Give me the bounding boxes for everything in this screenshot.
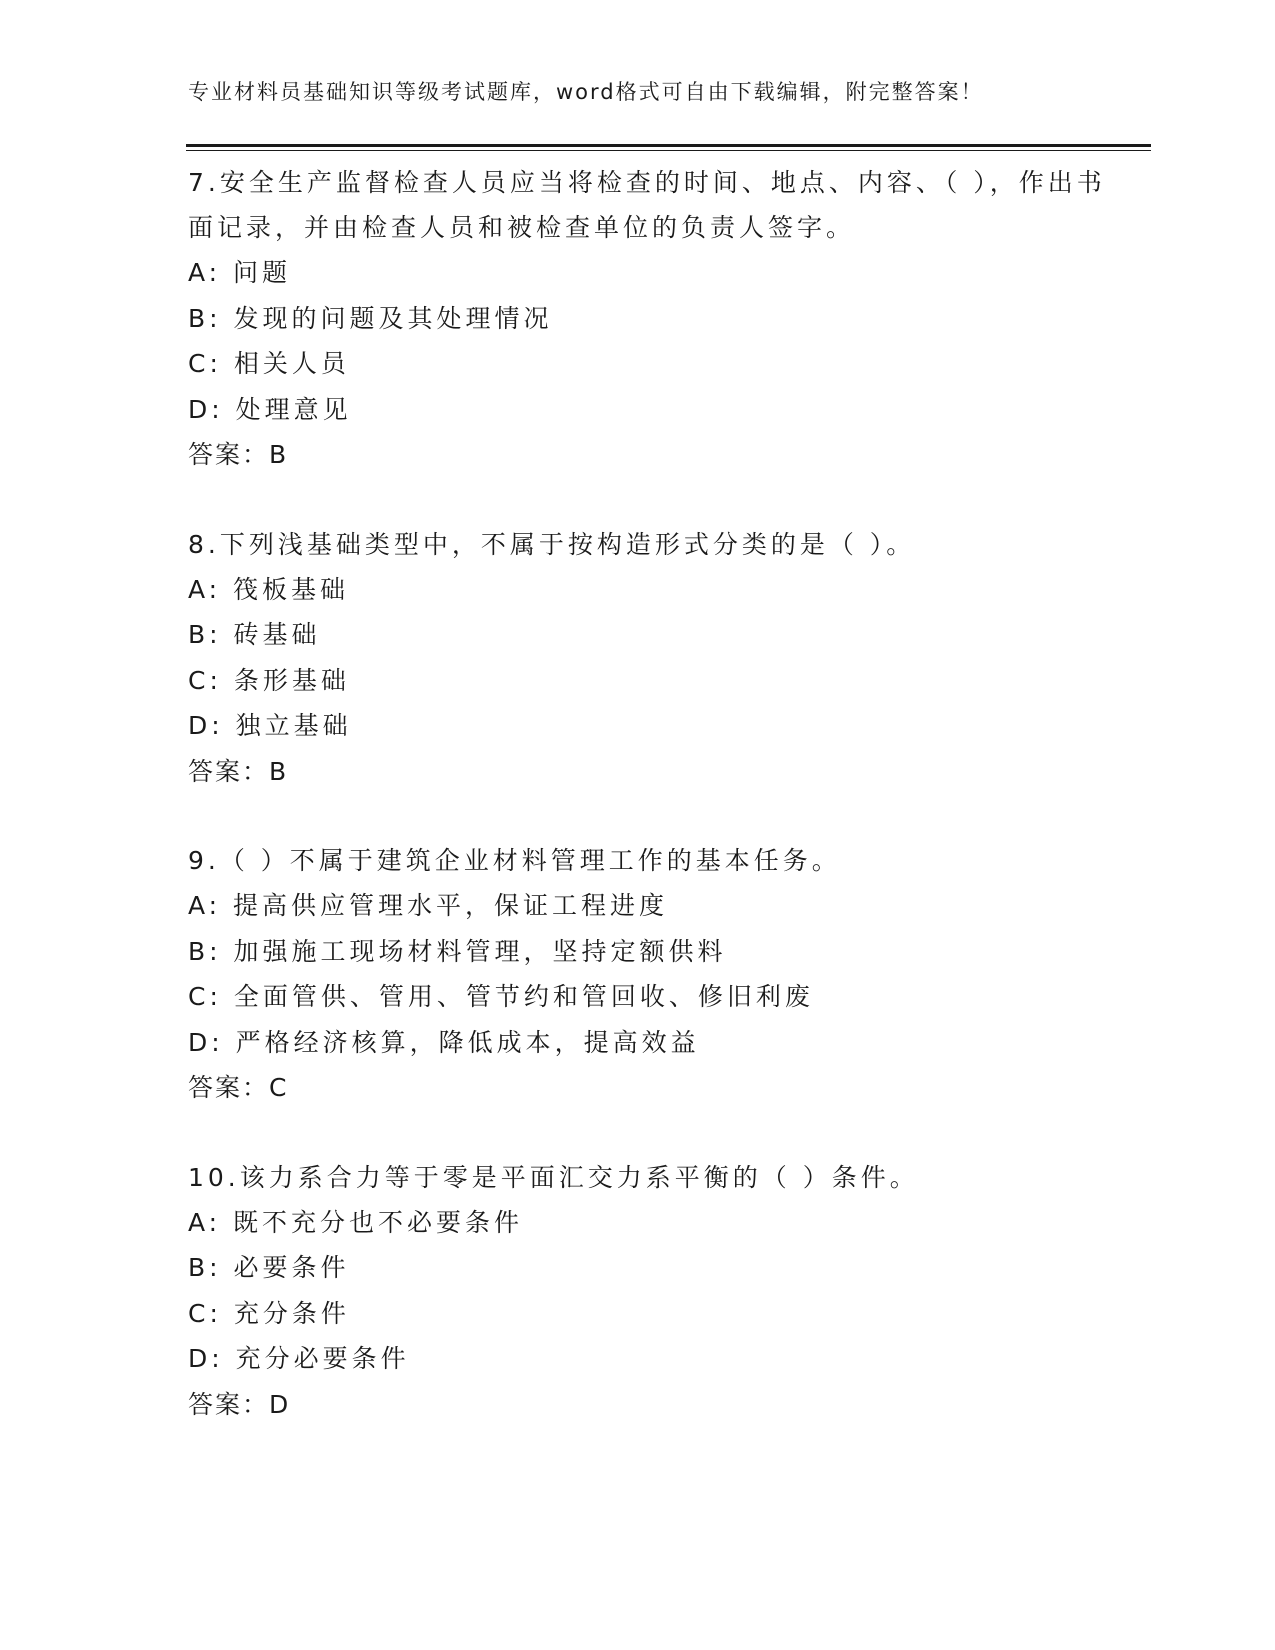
option-d: D: 处理意见 [188, 394, 352, 424]
question-stem: 7.安全生产监督检查人员应当将检查的时间、地点、内容、（ ），作出书面记录，并由检查人员和被检查单位的负责人签字。 [188, 168, 1106, 242]
option-d: D: 严格经济核算，降低成本，提高效益 [188, 1027, 700, 1057]
option-b: B: 砖基础 [188, 620, 321, 649]
answer: 答案：B [188, 440, 289, 469]
question-stem: 8.下列浅基础类型中，不属于按构造形式分类的是（ ）。 [188, 529, 916, 559]
option-c: C: 全面管供、管用、管节约和管回收、修旧利废 [188, 982, 814, 1011]
header-divider-thin [186, 150, 1151, 151]
header-title: 专业材料员基础知识等级考试题库，word格式可自由下载编辑，附完整答案！ [188, 80, 984, 104]
question-10 [188, 1155, 1108, 1428]
option-c: C: 相关人员 [188, 349, 350, 378]
option-a: A: 提高供应管理水平，保证工程进度 [188, 891, 669, 920]
answer: 答案：B [188, 756, 289, 786]
option-b: B: 加强施工现场材料管理，坚持定额供料 [188, 936, 727, 966]
option-b: B: 必要条件 [188, 1253, 350, 1282]
question-9 [188, 838, 1108, 1111]
question-7 [188, 160, 1108, 478]
option-c: C: 条形基础 [188, 665, 350, 695]
option-d: D: 独立基础 [188, 711, 352, 740]
question-list [188, 160, 1108, 1471]
option-d: D: 充分必要条件 [188, 1344, 410, 1373]
option-c: C: 充分条件 [188, 1298, 350, 1328]
question-8 [188, 522, 1108, 795]
answer: 答案：C [188, 1073, 289, 1102]
option-b: B: 发现的问题及其处理情况 [188, 303, 553, 333]
option-a: A: 问题 [188, 258, 292, 287]
header-divider-thick [186, 144, 1151, 147]
answer: 答案：D [188, 1389, 291, 1419]
question-stem: 9.（ ）不属于建筑企业材料管理工作的基本任务。 [188, 846, 841, 875]
question-stem: 10.该力系合力等于零是平面汇交力系平衡的（ ）条件。 [188, 1162, 919, 1192]
option-a: A: 筏板基础 [188, 574, 350, 604]
option-a: A: 既不充分也不必要条件 [188, 1207, 524, 1237]
